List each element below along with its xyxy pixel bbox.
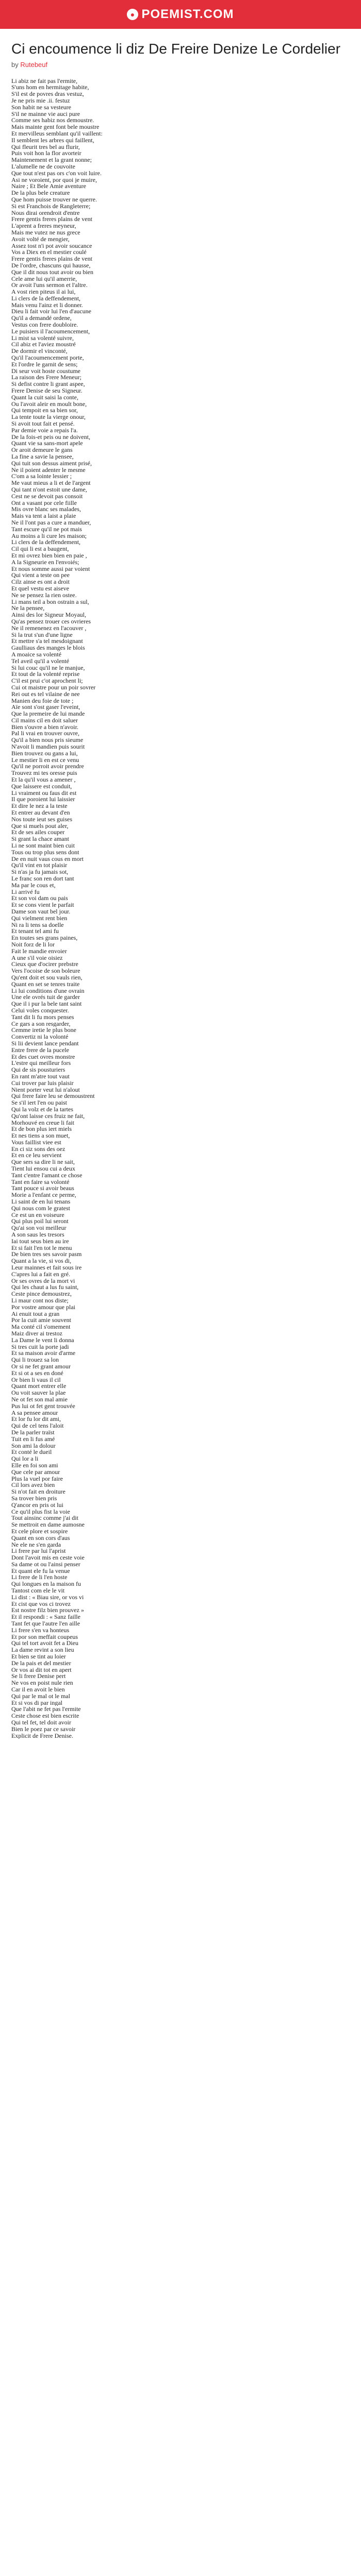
poem-line: Me vaut mieus a li et de l'argent [11,480,91,486]
poem-line: Li ne sont maint bien cuit [11,842,75,849]
poem-line: En toutes ses grans paines, [11,935,78,941]
poem-line: Noit forz de li lor [11,941,55,948]
poem-line: Mis ovre blanc ses malades, [11,506,81,513]
poem-line: Cil abiz et l'aviez moustré [11,341,76,348]
poem-line: Frere gentis freres plains de vent [11,216,92,223]
poem-line: De dormir el vinconté, [11,348,68,355]
poem-line: En ci siz sons des oez [11,1145,65,1153]
poem-line: Di seur voit hoste coustume [11,367,80,375]
poem-line: Li saint de en lui tenans [11,1198,71,1205]
poem-line: S'il ne mainne vie auci pure [11,110,80,117]
poem-line: En rant m'atre tout vaut [11,1073,70,1080]
poem-line: La Dame le vent li donna [11,1336,74,1344]
poem-line: Et mettre s'a tel mesdoignant [11,638,83,645]
poem-line: L'aprent a freres meyneur, [11,223,76,229]
poem-line: A sa pensee amour [11,1409,58,1416]
poem-line: Se mettroit en dame aumosne [11,1521,85,1528]
poem-line: Si defist contre li grant aspee, [11,381,85,388]
poem-line: Et quant ele fu la venue [11,1567,70,1574]
poem-line: Li dist : « Biau sire, or vos vi [11,1594,84,1601]
poem-line: Tient lui ensou cui a deux [11,1165,75,1172]
poem-line: Qui les chaut a lus fu saint, [11,1284,79,1291]
poem-line: Assez tost n'i pot avoir soucance [11,242,92,249]
poem-line: Morie a l'enfant ce perme, [11,1192,76,1199]
poem-line: Ne la pensee, [11,605,45,612]
poem-line: Frere gentis freres plains de vent [11,256,92,262]
poem-line: Et son voi dam ou pais [11,895,68,902]
poem-line: Il que poroient lui laissier [11,796,75,803]
poem-line: Qui de sis pousturiers [11,1066,65,1073]
poem-line: Qui par le mal ot le mal [11,1692,70,1700]
author-link[interactable]: Rutebeuf [20,60,48,69]
poem-line: Tantost com ele le vit [11,1587,65,1594]
poem-line: Aïe sont s'ost gaser l'eveint, [11,704,80,711]
poem-line: Au moins a li cure les maison; [11,532,87,539]
poem-line: Mais va tent a laist a plaie [11,513,76,519]
poem-line: Or vos ai dit tot en apert [11,1666,72,1673]
poem-line: Vers l'ocoise de son boleure [11,968,80,974]
poem-line: Tant fet que l'autre l'en aille [11,1620,80,1627]
poem-line: Et mervilleus semblant qu'il vaillent: [11,130,103,137]
poem-line: Fait le mandie envoier [11,947,67,955]
poem-line: Or ses ovres de la mort vi [11,1277,75,1284]
poem-line: La fine a savie la pensee, [11,453,74,460]
poem-line: Si lui couc qu'il ne le manjue, [11,664,85,671]
poem-line: Qui plus poil lui seront [11,1218,69,1225]
poem-line: Qui tuit son dessus aiment prisé, [11,460,92,467]
poem-line: Qu'il vint en tot plaisir [11,862,68,869]
poem-line: Tant escure qu'il ne pot mais [11,526,82,533]
poem-line: Li abiz ne fait pas l'ermite, [11,77,78,84]
poem-line: Que hom puisse trouver ne querre. [11,196,97,203]
poem-line: Li vraiment ou faus dit est [11,789,77,796]
poem-line: Qu'ont laisse ces fruiz ne fait, [11,1112,85,1120]
poem-line: Tous ou trop plus sens dont [11,849,79,856]
poem-line: Vos a Diex en el mestier coulé [11,249,87,256]
poem-line: Quant en set se tenres traite [11,980,80,988]
poem-line: Ou voit sauver la plae [11,1389,66,1396]
poem-line: Dieu li fait voir lui l'en d'aucune [11,308,91,315]
poem-line: Le franc son ren dort tant [11,875,74,882]
poem-line: Et nes tiens a son muet, [11,1132,70,1139]
poem-line: Qu'il l'acoumencement porte, [11,354,84,361]
poem-body [11,78,350,1739]
poem-line: Si tres cuit la porte jadi [11,1343,69,1350]
poem-line: Qui lor a li [11,1455,39,1462]
author-line [11,61,350,69]
poem-line: Tant c'entre l'amant ce chose [11,1172,83,1179]
poem-line: Le puisiers il l'acoumencement, [11,328,90,335]
poem-line: Ne il poient adenter le mesme [11,466,86,473]
poem-line: Et nous somme aussi par voient [11,565,90,572]
poem-line: Si grant la chace amant [11,836,69,843]
poem-line: Ne ele ne s'en garda [11,1541,61,1548]
top-bar [0,0,361,29]
poem-line: Elle en foi son ami [11,1462,58,1469]
poem-line: Et tenant tel ami fu [11,928,59,935]
poem-line: Vous faillist viee est [11,1139,61,1146]
poem-line: Entre frere de la pucele [11,1046,69,1054]
poem-line: Rei out es tel vilaine de nee [11,690,80,698]
site-logo[interactable] [127,7,234,22]
poem-line: Car il en avoit le bien [11,1686,65,1693]
poem-line: Qu'il ne porroit avoir prendre [11,763,84,770]
poem-line: A son saus les tresors [11,1231,64,1238]
poem-line: Qui tempoit en sa bien sor, [11,407,78,414]
poem-line: L'estre qui meilleur fors [11,1060,71,1067]
poem-line: Li clers de la deffendement, [11,539,81,546]
poem-line: Que il dit nous tout avoir ou bien [11,268,93,276]
poem-line: Por vostre amour que plai [11,1303,75,1311]
poem-line: Et mi ovrez bien bien en paie , [11,552,87,559]
poem-line: Une ele ovrés tuit de garder [11,994,80,1001]
poem-line: La raison des Frere Meneur; [11,374,81,381]
poem-line: Quant vie sa sans-mort apele [11,440,83,447]
poem-line: Et cist que vos ci trovez [11,1600,71,1607]
poem-line: Li frere s'en va honteus [11,1626,70,1634]
logo-icon: ● [127,9,138,20]
poem-line: Tant en faire sa volonté [11,1178,70,1185]
poem-line: Li mist sa volenté suivre, [11,334,74,342]
poem-line: Je ne pris mie .ii. festuz [11,97,70,104]
poem-line: Iai tout seus bien au ire [11,1238,69,1245]
poem-title: Ci encoumence li diz De Freire Denize Le Cordelier [11,41,341,57]
poem-line: Avoit volté de mengier, [11,235,70,243]
poem-line: Cil qui li est a baugent, [11,546,69,552]
poem-line: Tant pouce si avoir beaus [11,1185,74,1192]
poem-line: Cil lors avez bien [11,1482,55,1489]
poem-line: Ne se pensez la rien ostee. [11,591,77,599]
poem-line: Et conté le dueil [11,1449,52,1456]
poem-line: Quant la cuit saisi la conte, [11,394,78,401]
poem-line: Qu'il a bien nous pris sieume [11,737,84,744]
poem-line: Qui li trouez sa lon [11,1357,59,1363]
poem-line: Qui nous com le gratest [11,1205,70,1212]
poem-line: Que l'abit ne fet pas l'ermite [11,1706,81,1713]
poem-line: Ne ot fet son mal amie [11,1396,68,1403]
poem-line: Si n'as ja fu jamais sot, [11,869,69,876]
poem-line: Li frere de li l'en hoste [11,1574,68,1581]
poem-line: Si avoit tout fait et pensé. [11,420,75,427]
poem-line: Mais venu l'ainz et li donner. [11,301,83,309]
poem-line: Qui la volz et de la tartes [11,1106,73,1113]
poem-line: Par demie voie a repais l'a. [11,427,78,434]
poem-line: Sa dame ot ou l'ainsi penser [11,1561,80,1568]
poem-line: Naire ; Et Bele Amie aventure [11,183,86,190]
poem-line: Ne vos en poist nule rien [11,1680,73,1687]
poem-line: Quant en son cors d'aus [11,1534,70,1541]
poem-line: Que si muels pout aler, [11,822,69,829]
poem-line: Que il i pur la bele tant saint [11,1001,82,1007]
poem-line: C'om a sa lointe lessier ; [11,473,72,480]
poem-line: Li lui conditions d'une ovrain [11,987,85,994]
poem-line: Manien deu foie de tote ; [11,697,74,704]
poem-line: Et tout de la volenté reprise [11,671,80,678]
poem-line: Ma par le cous et, [11,882,56,889]
poem-line: Et si ot a ses en doné [11,1369,63,1377]
poem-line: Et quel vestu est aiseve [11,585,69,592]
poem-line: Ce gars a son resgarder, [11,1020,71,1027]
poem-line: C'apres lui a fait en gré. [11,1270,71,1278]
poem-line: Cilz ainse es ont a droit [11,579,70,585]
poem-line: Frere Denise de seu Signeur. [11,387,83,394]
poem-line: Q'ancor en pris ot lui [11,1501,63,1509]
poem-line: Dame son vaut bel jour. [11,908,71,915]
poem-line: Ai enuit tout a gran [11,1310,60,1317]
poem-line: Tant dit li fu mors penses [11,1013,74,1021]
poem-line: Ma conté cil s'omement [11,1324,71,1330]
poem-line: Li mans teil a bon ostrain a sul, [11,598,89,605]
poem-line: Qu'il a demandé ordene, [11,315,72,322]
author-prefix: by [11,60,19,69]
poem-line: Asi ne voroient, por quoi je muire, [11,176,97,183]
poem-line: Quant a la vie, si vos di, [11,1258,71,1265]
poem-line: Morhouvé en creue li fait [11,1119,74,1126]
poem-line: Le mestier li en est ce venu [11,756,79,764]
poem-line: Ne il l'ont pas a cure a manduer, [11,519,91,526]
poem-line: Qui longues en la maison fu [11,1581,81,1588]
poem-line: Explicit de Frere Denise. [11,1732,73,1739]
poem-line: Sa trover bien pris [11,1495,57,1502]
poem-line: A vost rien piteus il ai lui, [11,289,76,295]
poem-line: A une s'il voie oisiez [11,954,63,961]
poem-line: De la pais et del mestier [11,1659,71,1667]
poem-line: Qui tel fet, tel doit avoir [11,1719,71,1726]
poem-line: Qu'ai son voi meilleur [11,1225,67,1232]
poem-line: S'il est de povres dras vestuz, [11,91,84,97]
poem-line: Si n'ot fait en droiture [11,1488,65,1495]
poem-line: De la plus bele creature [11,190,70,196]
poem-line: Et lor fu lor dit ami, [11,1416,61,1423]
poem-line: De en nuit vaus cous en mort [11,855,84,862]
poem-line: Qui de cel tens l'aloit [11,1422,64,1429]
poem-line: Qui vielment rent bien [11,914,68,922]
poem-line: A moaice sa volenté [11,651,61,658]
poem-line: Comme ses habiz nos demoustre. [11,117,94,124]
poem-line: Cui ot maistre pour un poir sovrer [11,684,96,691]
poem-line: Or aroit demeure le gans [11,447,73,454]
poem-content [0,29,361,1739]
poem-line: Mais me vutez ne nus grece [11,229,80,236]
poem-line: Plus la vuel por faire [11,1475,63,1482]
poem-line: Que sers sa dire li ne sait, [11,1159,75,1166]
poem-line: Que cele par amour [11,1468,60,1476]
poem-line: Quant mort entrer elle [11,1383,67,1390]
poem-line: La dame revint a son lieu [11,1647,74,1654]
poem-line: Tel aveil qu'il a volenté [11,657,69,665]
poem-line: Et des cuet ovres monstre [11,1053,75,1060]
poem-line: Li maur cont nos diste; [11,1297,69,1304]
poem-line: Se li frere Denise pert [11,1673,66,1680]
poem-line: Nous dirai orendroit d'entre [11,209,80,216]
poem-line: Qui vient a teste on pee [11,572,70,579]
poem-line: Ne il remenenez en l'acouver , [11,624,87,632]
poem-line: Si lii devient lance pendant [11,1040,79,1047]
poem-line: Li clers de la deffendement, [11,295,81,302]
poem-line: Celui voles conquester. [11,1007,69,1014]
poem-line: Et por son meffait coupeus [11,1633,78,1640]
poem-line: Or avoit l'uns sermon et l'altre. [11,282,88,289]
poem-line: Et bien se tint au loier [11,1653,66,1660]
poem-line: Mais mainte gent font bele moustre [11,124,100,130]
poem-line: L'alumelle ne de couvoite [11,163,75,170]
poem-line: Ce qu'il plus fist la voie [11,1508,70,1515]
poem-line: Pal li vrai en trouver ouvre, [11,730,79,737]
poem-line: N'avoit li mandien puis sourit [11,743,85,750]
poem-line: Et de ses ailes couper [11,829,65,836]
poem-line: Bien le poez par ce savoir [11,1725,76,1733]
poem-line: Leur mainnes et fait sous ire [11,1264,82,1271]
poem-line: Puis voit hon la flor avorteir [11,150,81,157]
poem-line: Ont a vasant por cele fiille [11,499,77,506]
poem-line: S'uns hom en hermitage habite, [11,84,89,91]
poem-line: Et si vos di par ingal [11,1699,62,1706]
poem-line: Et si fait l'en tot le menu [11,1244,72,1251]
poem-line: Or si ne fet grant amour [11,1363,71,1370]
poem-line: Li arrivé fu [11,888,40,895]
poem-line: Vestus con frere doubloire. [11,321,78,328]
poem-line: Nos toute ieut ses guises [11,816,72,823]
poem-line: Gaulliaus des manges le blois [11,645,85,651]
poem-line: Cemme iretie le plus bone [11,1027,76,1034]
poem-line: Et de bon plus iert miels [11,1126,72,1133]
poem-line: Et dire le nez a la teste [11,803,68,810]
poem-line: Et la qu'il vous a amener , [11,776,76,783]
poem-line: Que la premeire de lui mande [11,710,85,717]
poem-line: Il semblent les arbres qui faillent, [11,137,94,144]
poem-line: Qui tel tort avoit fet a Dieu [11,1640,78,1647]
poem-line: Si est Franchois de Rangleterre; [11,202,91,210]
poem-line: Cest ne se devoit pas consoit [11,493,83,500]
poem-line: Ceste pince demoustrez, [11,1291,72,1298]
site-logo-text: POEMIST.COM [141,7,234,21]
poem-line: Et entrer au devant d'en [11,809,70,816]
poem-line: Nient porter veut lui n'alout [11,1086,80,1093]
poem-line: Bien s'ouvre a bien n'avoir. [11,723,78,731]
poem-line: Qu'as pensez trouer ces ovrieres [11,618,91,625]
poem-line: Maiz diver ai trestoz [11,1330,62,1337]
poem-line: De l'ordre, chascuns qui hausse, [11,262,91,269]
poem-line: Ni ra li tens sa doelle [11,921,64,928]
poem-line: Cui trover par luis plaisir [11,1079,74,1087]
poem-line: Qui fleurit tres bel au flurir, [11,143,80,150]
poem-line: Qui tant n'ont estoit une dame, [11,486,87,493]
poem-line: De la parler traïst [11,1429,55,1436]
poem-line: Et se cons vient le parfait [11,902,74,908]
poem-line: Tout ainsinc comme j'ai dit [11,1515,78,1522]
poem-line: Ce est un en voiseure [11,1211,64,1218]
poem-line: Et il respondi : « Sanz faille [11,1614,80,1621]
poem-line: Qui frere faire leu se demoustrent [11,1093,95,1100]
poem-line: Li frere par lui l'aprist [11,1548,66,1555]
poem-line: Ceste chose est bien escrite [11,1713,79,1720]
poem-line: Et sa maison avoir d'arme [11,1350,76,1357]
poem-line: La tente toute la vierge onour, [11,414,86,421]
poem-line: Ainsi des lor Signeur Moyaul, [11,612,86,618]
poem-line: Por la cuit amie souvent [11,1317,71,1324]
poem-line: Si la trut s'un d'une ligne [11,631,73,638]
poem-line: Tuit en li fus amé [11,1435,55,1443]
poem-line: A la Signeurie en l'envoiés; [11,558,79,566]
poem-line: De la fois-et peis ou ne doivent, [11,433,90,440]
poem-line: Que laissere est conduit, [11,783,72,790]
poem-line: Et cele plore et sospire [11,1528,68,1535]
poem-line: Et en ce leu servient [11,1152,62,1159]
poem-line: Convertiz ni la volonté [11,1033,69,1040]
poem-line: Dont l'avoit mis en ceste voie [11,1554,85,1561]
poem-line: Son habit ne sa vesteure [11,104,71,111]
poem-line: Trouvez mi tes oresse puis [11,770,77,777]
poem-line: Se s'il iert l'en ou paist [11,1099,67,1106]
poem-line: De bien tres ses savoir pasm [11,1251,82,1258]
poem-line: Cele ame lui qu'il amerrie, [11,275,77,282]
poem-line: Et l'ordre le garnit de sens; [11,361,78,368]
poem-line: Cil mains cil en doit saluer [11,717,78,724]
poem-line: Or bien li vaus il cil [11,1376,61,1383]
poem-line: Est nostre filz bien prouvez » [11,1607,84,1614]
poem-line: Ou l'avoit aleir en moult bone, [11,400,87,408]
poem-line: C'il est prui c'ot aprochent li; [11,677,83,684]
poem-line: Son ami la dolour [11,1442,56,1449]
poem-line: Que tout n'est pas ors c'on voit luire. [11,170,102,177]
poem-line: Qu'ent doit et sou vauls rien, [11,974,83,981]
poem-line: Cieux que d'ocirer prebstre [11,961,78,968]
poem-line: Bien trouvez ou gans a lui, [11,750,78,757]
poem-line: Maintenement et la grant nonne; [11,157,92,163]
poem-line: Pus lui ot fet gent trouvée [11,1402,75,1410]
